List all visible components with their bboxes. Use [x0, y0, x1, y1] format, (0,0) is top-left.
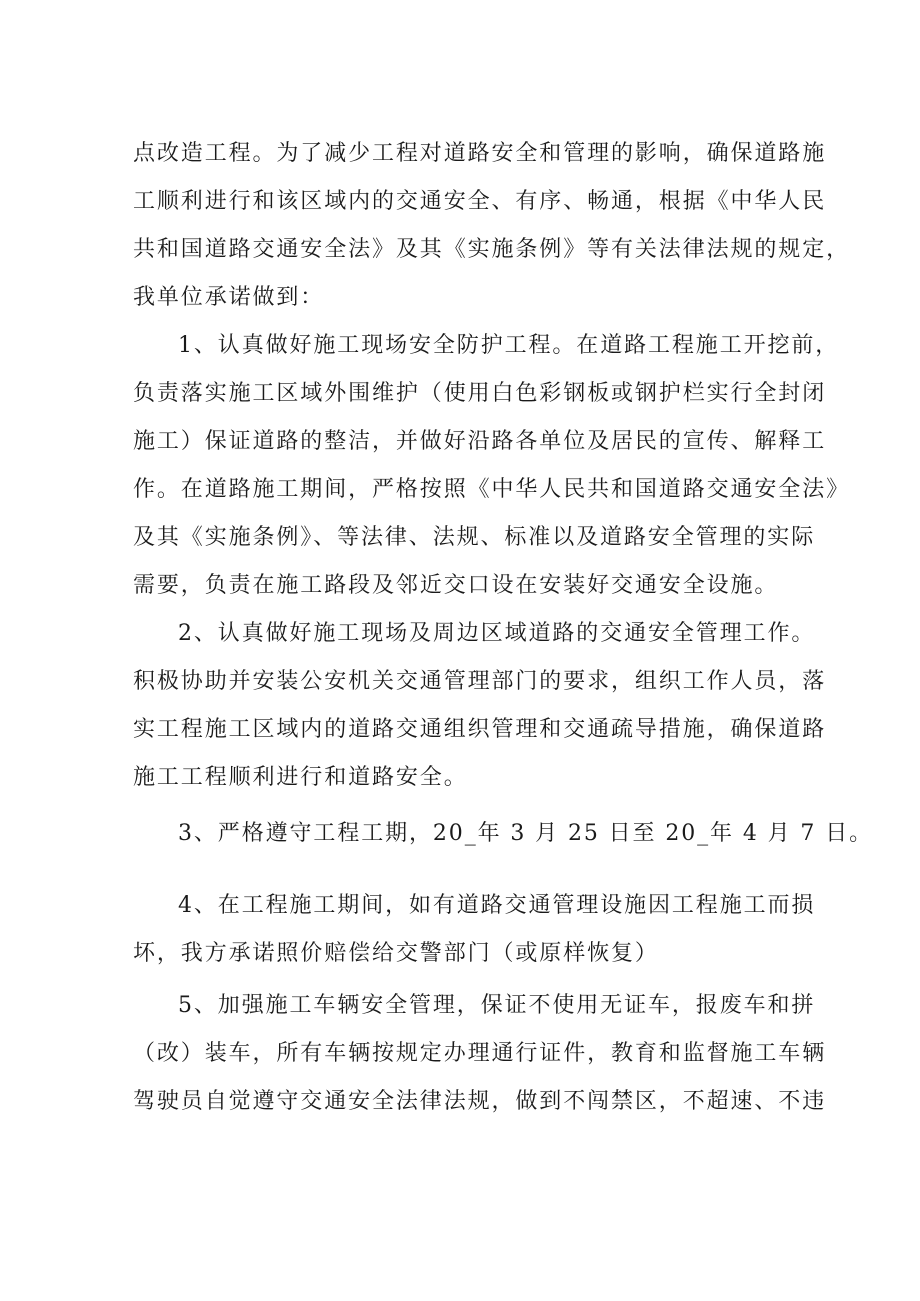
paragraph-item-3	[133, 810, 874, 858]
text-line: 坏，我方承诺照价赔偿给交警部门（或原样恢复）	[133, 941, 659, 966]
paragraph-item-2	[133, 610, 827, 802]
text-line: 需要，负责在施工路段及邻近交口设在安装好交通安全设施。	[133, 573, 779, 598]
text-line: 驾驶员自觉遵守交通安全法律法规，做到不闯禁区，不超速、不违	[133, 1089, 827, 1114]
text-line: 实工程施工区域内的道路交通组织管理和交通疏导措施，确保道路	[133, 717, 827, 742]
text-line: 施工工程顺利进行和道路安全。	[133, 765, 468, 790]
text-line: 共和国道路交通安全法》及其《实施条例》等有关法律法规的规定，	[133, 237, 851, 262]
paragraph-item-5	[133, 982, 827, 1126]
text-line: 积极协助并安装公安机关交通管理部门的要求，组织工作人员，落	[133, 669, 827, 694]
text-line: 工顺利进行和该区域内的交通安全、有序、畅通，根据《中华人民	[133, 189, 827, 214]
text-line: 我单位承诺做到：	[133, 285, 325, 310]
text-line: 施工）保证道路的整洁，并做好沿路各单位及居民的宣传、解释工	[133, 429, 827, 454]
text-line: 5、加强施工车辆安全管理，保证不使用无证车，报废车和拼	[178, 993, 816, 1018]
text-line: 4、在工程施工期间，如有道路交通管理设施因工程施工而损	[178, 893, 816, 918]
text-line: 1、认真做好施工现场安全防护工程。在道路工程施工开挖前，	[178, 333, 840, 358]
text-line: 2、认真做好施工现场及周边区域道路的交通安全管理工作。	[178, 621, 816, 646]
text-line: 点改造工程。为了减少工程对道路安全和管理的影响，确保道路施	[133, 141, 827, 166]
text-line: 3、严格遵守工程工期，20_年 3 月 25 日至 20_年 4 月 7 日。	[178, 821, 874, 846]
paragraph-item-1	[133, 322, 851, 610]
text-line: 负责落实施工区域外围维护（使用白色彩钢板或钢护栏实行全封闭	[133, 381, 827, 406]
paragraph-intro	[133, 130, 851, 322]
paragraph-item-4	[133, 882, 823, 978]
text-line: 作。在道路施工期间，严格按照《中华人民共和国道路交通安全法》	[133, 477, 851, 502]
text-line: 及其《实施条例》、等法律、法规、标准以及道路安全管理的实际	[133, 525, 816, 550]
text-line: （改）装车，所有车辆按规定办理通行证件，教育和监督施工车辆	[133, 1041, 827, 1066]
